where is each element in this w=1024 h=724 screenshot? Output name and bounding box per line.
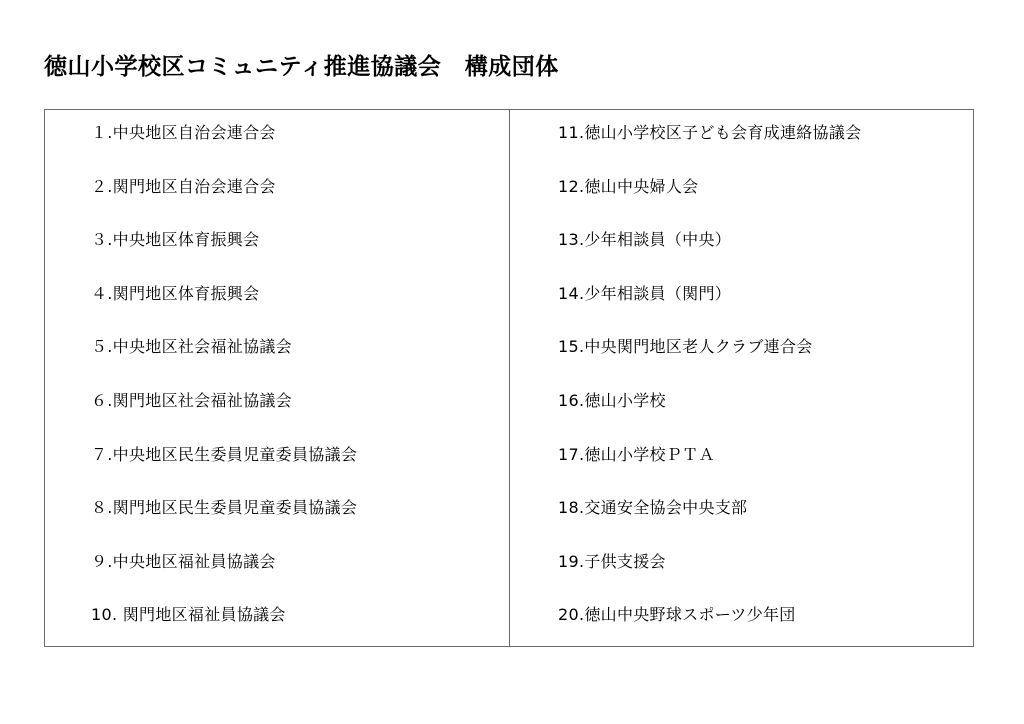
organization-item: １.中央地区自治会連合会 bbox=[91, 123, 276, 142]
organization-item: 18.交通安全協会中央支部 bbox=[558, 498, 748, 518]
organization-item: 17.徳山小学校ＰＴＡ bbox=[558, 444, 715, 464]
member-organizations-table bbox=[44, 109, 974, 647]
right-column bbox=[510, 110, 973, 646]
organization-item: 19.子供支援会 bbox=[558, 551, 666, 571]
organization-item: ５.中央地区社会福祉協議会 bbox=[91, 337, 292, 357]
page-title: 徳山小学校区コミュニティ推進協議会 構成団体 bbox=[44, 54, 559, 80]
organization-item: ６.関門地区社会福祉協議会 bbox=[91, 390, 292, 410]
organization-item: 12.徳山中央婦人会 bbox=[558, 176, 699, 196]
organization-item: ３.中央地区体育振興会 bbox=[91, 230, 260, 250]
left-column bbox=[45, 110, 510, 646]
organization-list-left bbox=[91, 119, 357, 655]
organization-item: 10. 関門地区福祉員協議会 bbox=[91, 605, 286, 625]
organization-item: 11.徳山小学校区子ども会育成連絡協議会 bbox=[558, 123, 862, 142]
organization-item: 13.少年相談員（中央） bbox=[558, 230, 732, 250]
organization-item: ９.中央地区福祉員協議会 bbox=[91, 551, 276, 571]
organization-item: 14.少年相談員（関門） bbox=[558, 283, 732, 303]
organization-item: 15.中央関門地区老人クラブ連合会 bbox=[558, 337, 813, 357]
organization-item: ７.中央地区民生委員児童委員協議会 bbox=[91, 444, 358, 464]
organization-item: ８.関門地区民生委員児童委員協議会 bbox=[91, 498, 358, 518]
organization-list-right bbox=[558, 119, 861, 655]
organization-item: 20.徳山中央野球スポーツ少年団 bbox=[558, 605, 796, 625]
organization-item: ４.関門地区体育振興会 bbox=[91, 283, 260, 303]
organization-item: 16.徳山小学校 bbox=[558, 390, 666, 410]
organization-item: ２.関門地区自治会連合会 bbox=[91, 176, 276, 196]
